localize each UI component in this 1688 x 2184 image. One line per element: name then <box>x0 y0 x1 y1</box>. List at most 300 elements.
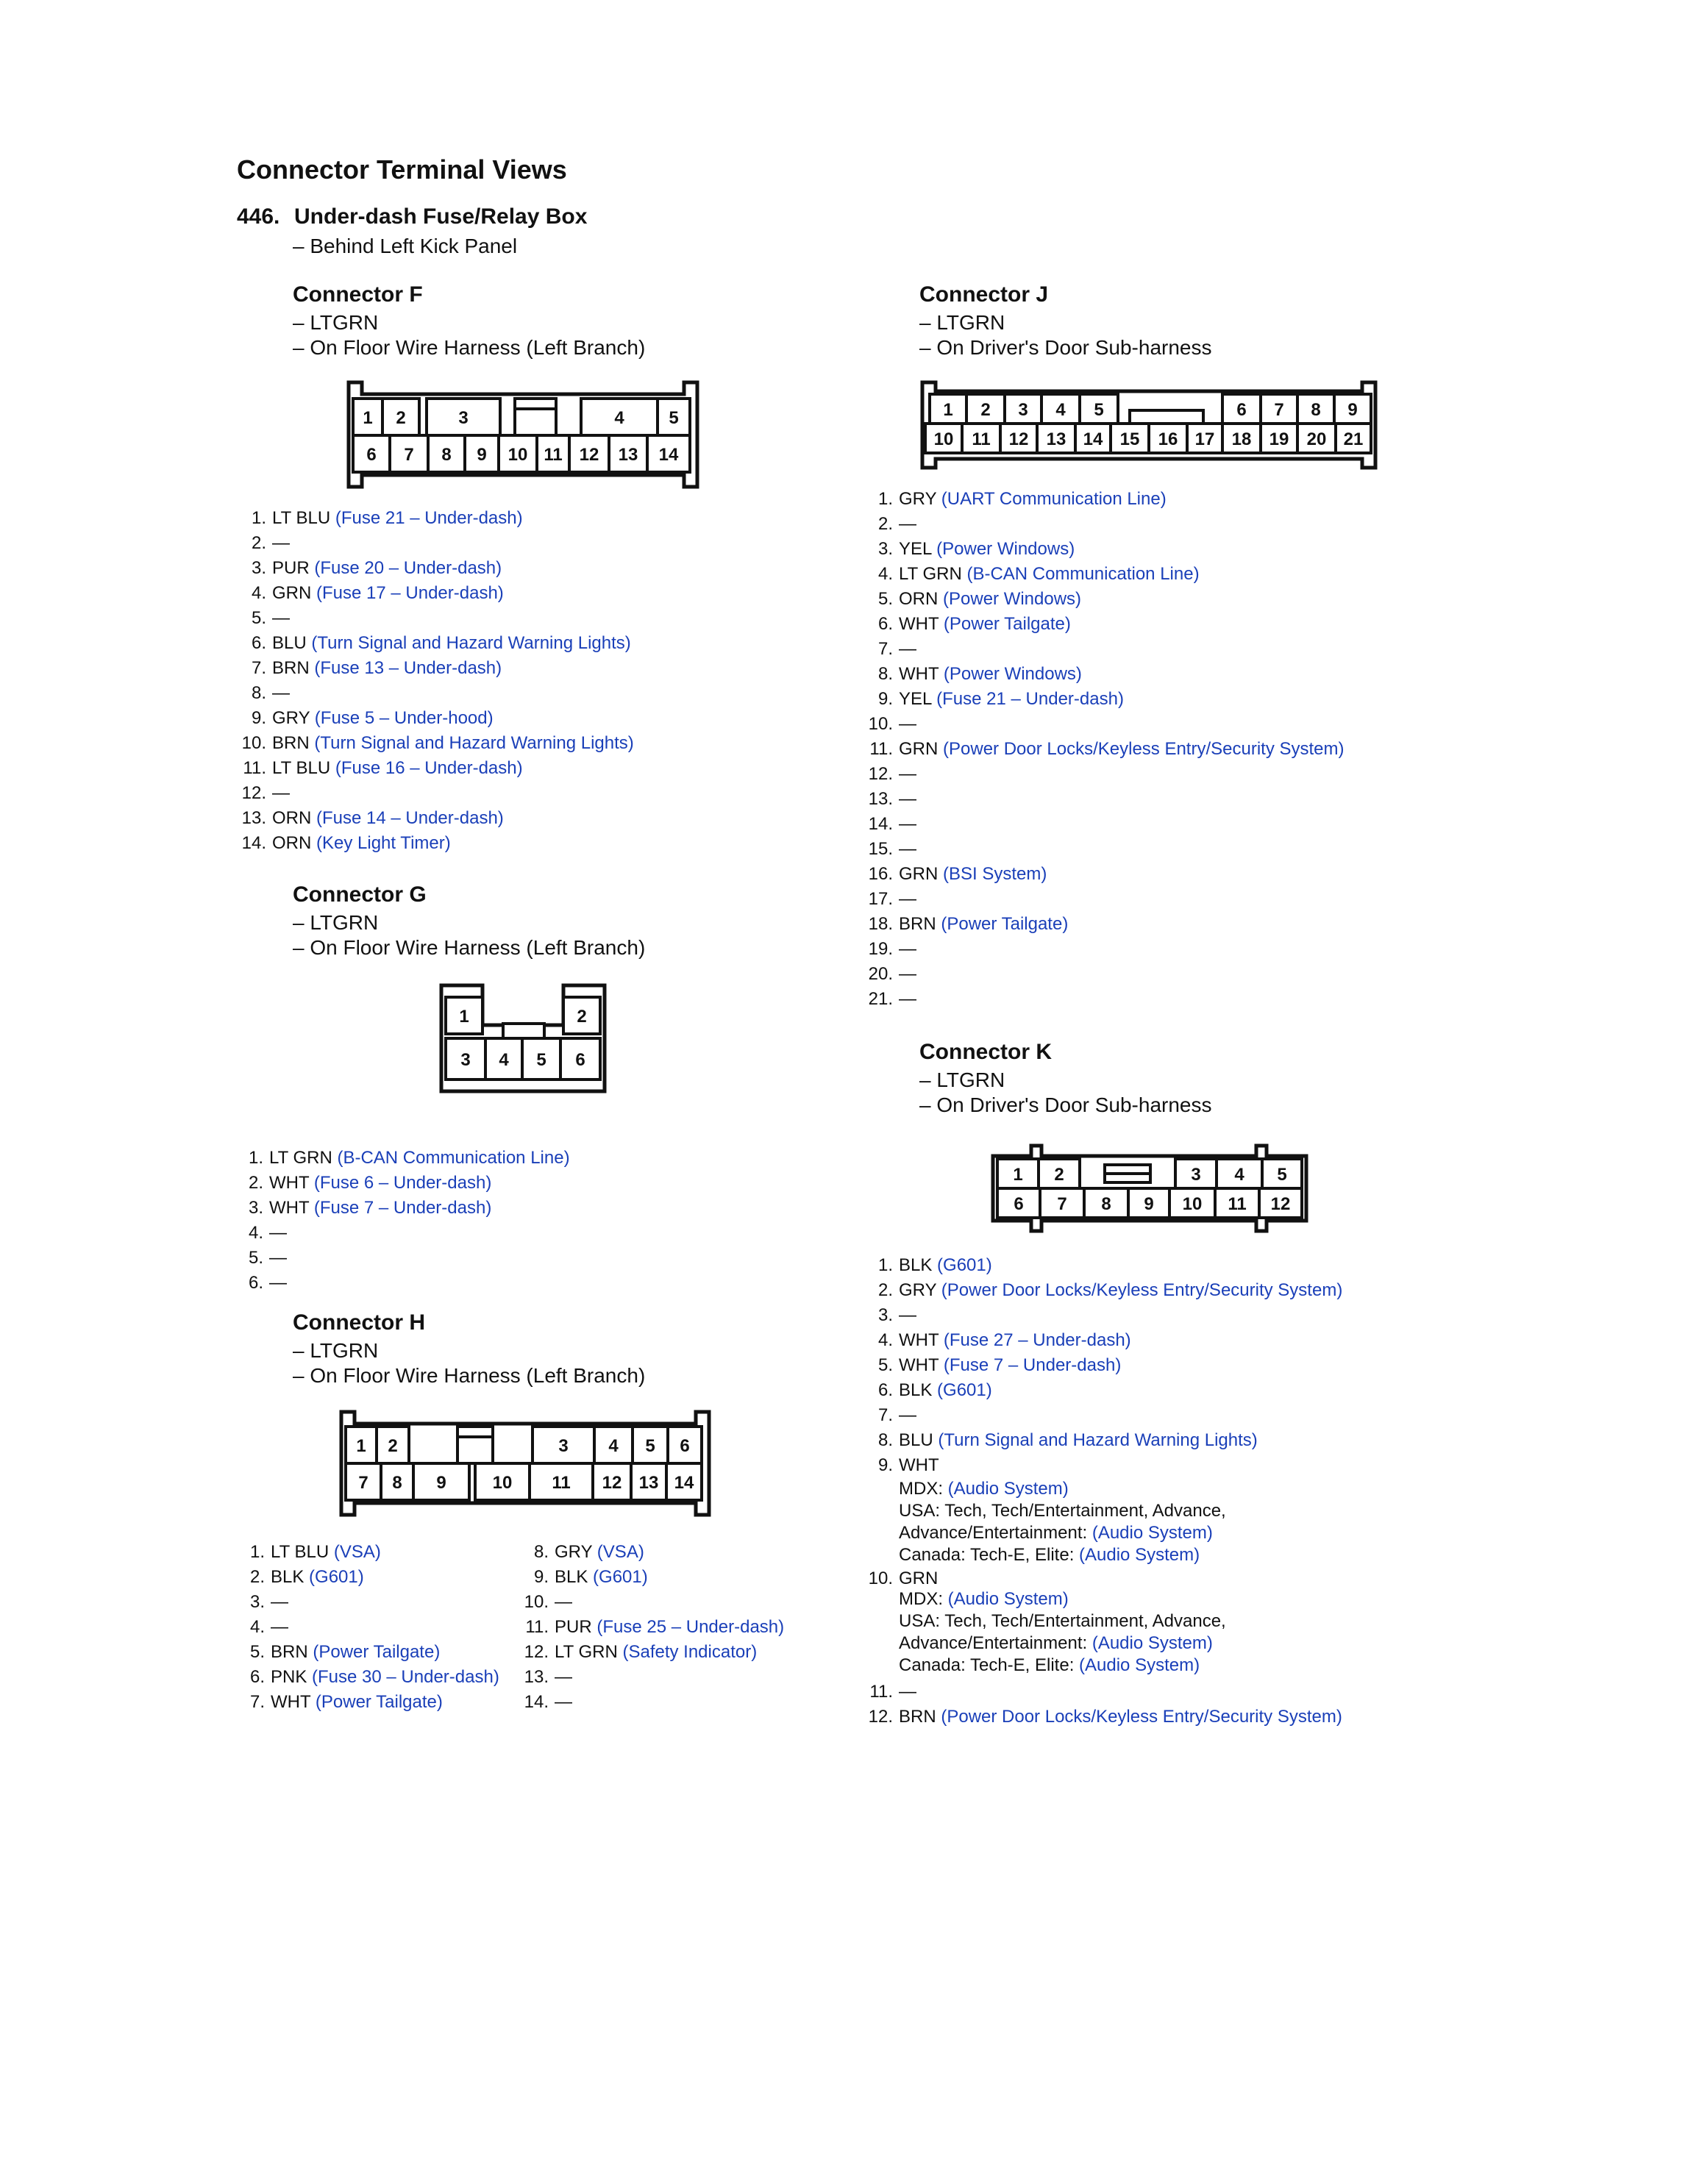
cavity-label: 5 <box>1094 400 1104 420</box>
wire-color: — <box>269 1248 287 1268</box>
pin-number: 7. <box>877 639 893 659</box>
pin-number: 16. <box>868 864 893 884</box>
pin-row <box>518 1690 572 1715</box>
cavity-label: 7 <box>404 445 414 465</box>
pin-subline <box>899 1544 1200 1566</box>
cavity-label: 6 <box>366 445 377 465</box>
pin-row <box>862 1253 992 1278</box>
circuit-name: (Audio System) <box>943 1589 1069 1609</box>
wire-color: — <box>899 989 916 1009</box>
cavity-label: 7 <box>1057 1194 1067 1214</box>
pin-number: 1. <box>877 1255 893 1275</box>
wire-color: GRN <box>899 1569 939 1588</box>
connector-g-color: – LTGRN <box>293 911 379 934</box>
wire-color: — <box>271 1617 288 1637</box>
pin-row <box>235 681 290 706</box>
pin-row <box>235 606 290 631</box>
circuit-name: (G601) <box>932 1380 992 1400</box>
wire-color: LT BLU <box>272 758 331 778</box>
pin-number: 20. <box>868 964 893 984</box>
pin-number: 14. <box>524 1692 549 1712</box>
subline-text: MDX: <box>899 1479 943 1499</box>
wire-color: PUR <box>272 558 310 578</box>
pin-row <box>234 1665 499 1690</box>
wire-color: GRN <box>899 864 939 884</box>
cavity-label: 11 <box>1228 1194 1247 1214</box>
pin-number: 1. <box>877 489 893 509</box>
subline-text: MDX: <box>899 1589 943 1609</box>
pin-number: 5. <box>877 589 893 609</box>
pin-row <box>862 1303 916 1328</box>
circuit-name: (Fuse 7 – Under-dash) <box>939 1355 1122 1375</box>
cavity-label: 10 <box>1182 1194 1203 1214</box>
cavity-label: 1 <box>943 400 953 420</box>
pin-number: 19. <box>868 939 893 959</box>
pin-number: 6. <box>877 1380 893 1400</box>
cavity-label: 6 <box>575 1050 585 1070</box>
cavity-label: 14 <box>658 445 679 465</box>
pin-row <box>235 756 523 781</box>
cavity-label: 11 <box>972 429 991 449</box>
pin-row <box>862 1328 1131 1353</box>
wire-color: ORN <box>272 808 312 828</box>
pin-number: 5. <box>877 1355 893 1375</box>
cavity-label: 3 <box>558 1436 569 1456</box>
pin-row <box>235 556 502 581</box>
circuit-name: (Power Door Locks/Keyless Entry/Security System) <box>936 1707 1342 1727</box>
wire-color: WHT <box>271 1692 311 1712</box>
pin-subline <box>899 1610 1226 1632</box>
pin-subline <box>899 1588 1069 1610</box>
circuit-name: (VSA) <box>329 1542 381 1562</box>
pin-row <box>234 1690 443 1715</box>
circuit-name: (Power Windows) <box>931 539 1075 559</box>
pin-row <box>862 1566 938 1591</box>
cavity-label: 17 <box>1194 429 1215 449</box>
pin-row <box>862 637 916 662</box>
pin-row <box>862 1353 1121 1378</box>
pin-row <box>862 987 916 1012</box>
cavity-label: 10 <box>492 1473 513 1493</box>
cavity-label: 5 <box>669 408 679 428</box>
pin-row <box>862 862 1047 887</box>
wire-color: BRN <box>272 733 310 753</box>
pin-number: 11. <box>243 758 266 778</box>
wire-color: GRN <box>272 583 312 603</box>
pin-row <box>232 1171 491 1196</box>
wire-color: GRY <box>272 708 310 728</box>
wire-color: — <box>899 1305 916 1325</box>
pin-number: 5. <box>249 1642 265 1662</box>
wire-color: — <box>899 764 916 784</box>
circuit-name: (Fuse 25 – Under-dash) <box>591 1617 785 1637</box>
wire-color: BLK <box>271 1567 305 1587</box>
circuit-name: (Fuse 13 – Under-dash) <box>309 658 502 678</box>
cavity-label: 11 <box>544 445 563 465</box>
pin-number: 13. <box>868 789 893 809</box>
cavity-label: 10 <box>508 445 528 465</box>
pin-number: 1. <box>251 508 266 528</box>
circuit-name: (Audio System) <box>1074 1545 1200 1565</box>
pin-row <box>862 1403 916 1428</box>
cavity-label: 9 <box>1144 1194 1154 1214</box>
wire-color: YEL <box>899 539 932 559</box>
cavity-label: 3 <box>1018 400 1028 420</box>
connector-h-location: – On Floor Wire Harness (Left Branch) <box>293 1364 646 1387</box>
circuit-name: (G601) <box>932 1255 992 1275</box>
connector-f-header <box>293 282 645 360</box>
cavity-label: 9 <box>436 1473 446 1493</box>
wire-color: BLK <box>555 1567 588 1587</box>
wire-color: — <box>899 814 916 834</box>
pin-number: 2. <box>248 1173 263 1193</box>
cavity-label: 5 <box>536 1050 546 1070</box>
pin-row <box>862 712 916 737</box>
cavity-label: 7 <box>358 1473 368 1493</box>
connector-f-diagram <box>346 379 702 490</box>
wire-color: LT BLU <box>272 508 331 528</box>
wire-color: GRY <box>555 1542 593 1562</box>
cavity-label: 2 <box>577 1007 587 1027</box>
subline-text: Canada: Tech-E, Elite: <box>899 1655 1075 1675</box>
pin-row <box>518 1590 572 1615</box>
pin-number: 17. <box>868 889 893 909</box>
pin-number: 3. <box>248 1198 263 1218</box>
pin-row <box>862 662 1082 687</box>
pin-number: 9. <box>877 1455 893 1475</box>
pin-number: 3. <box>877 1305 893 1325</box>
pin-number: 2. <box>251 533 266 553</box>
subline-text: USA: Tech, Tech/Entertainment, Advance, <box>899 1611 1226 1631</box>
pin-row <box>232 1271 287 1296</box>
pin-row <box>862 587 1081 612</box>
pin-subline <box>899 1655 1200 1677</box>
pin-number: 4. <box>251 583 266 603</box>
cavity-label: 4 <box>1234 1165 1244 1185</box>
circuit-name: (BSI System) <box>938 864 1047 884</box>
wire-color: — <box>272 533 290 553</box>
cavity-label: 6 <box>1014 1194 1024 1214</box>
pin-number: 4. <box>248 1223 263 1243</box>
connector-h-pin-list-left <box>234 1540 513 1724</box>
wire-color: LT GRN <box>899 564 962 584</box>
circuit-name: (Fuse 27 – Under-dash) <box>939 1330 1131 1350</box>
pin-row <box>862 1705 1342 1730</box>
circuit-name: (Audio System) <box>1087 1523 1213 1543</box>
pin-row <box>862 762 916 787</box>
item-subtitle: – Behind Left Kick Panel <box>293 235 518 257</box>
pin-number: 9. <box>533 1567 549 1587</box>
connector-g-diagram <box>438 982 609 1094</box>
cavity-label: 7 <box>1274 400 1284 420</box>
cavity-label: 13 <box>638 1473 659 1493</box>
pin-row <box>232 1246 287 1271</box>
connector-g-pin-list <box>232 1146 674 1300</box>
pin-number: 12. <box>524 1642 549 1662</box>
pin-row <box>862 1378 992 1403</box>
wire-color: — <box>899 839 916 859</box>
pin-number: 7. <box>251 658 266 678</box>
pin-subline <box>899 1478 1069 1500</box>
wire-color: WHT <box>899 1330 939 1350</box>
wire-color: — <box>899 639 916 659</box>
pin-row <box>518 1640 757 1665</box>
cavity-label: 3 <box>458 408 469 428</box>
pin-number: 5. <box>251 608 266 628</box>
cavity-label: 6 <box>1236 400 1247 420</box>
pin-row <box>862 937 916 962</box>
circuit-name: (Fuse 6 – Under-dash) <box>309 1173 492 1193</box>
circuit-name: (G601) <box>304 1567 364 1587</box>
cavity-label: 3 <box>460 1050 471 1070</box>
wire-color: — <box>899 789 916 809</box>
wire-color: GRN <box>899 739 939 759</box>
cavity-label: 8 <box>392 1473 402 1493</box>
pin-number: 10. <box>524 1592 549 1612</box>
cavity-label: 12 <box>1270 1194 1291 1214</box>
pin-subline <box>899 1522 1213 1544</box>
cavity-label: 20 <box>1306 429 1327 449</box>
circuit-name: (B-CAN Communication Line) <box>961 564 1200 584</box>
pin-row <box>862 787 916 812</box>
pin-number: 12. <box>241 783 266 803</box>
pin-row <box>862 837 916 862</box>
pin-subline <box>899 1500 1226 1522</box>
connector-f-location: – On Floor Wire Harness (Left Branch) <box>293 336 646 359</box>
circuit-name: (Turn Signal and Hazard Warning Lights) <box>306 633 631 653</box>
cavity-label: 11 <box>552 1473 571 1493</box>
cavity-label: 12 <box>1008 429 1029 449</box>
wire-color: WHT <box>899 664 939 684</box>
pin-row <box>862 962 916 987</box>
wire-color: — <box>272 683 290 703</box>
cavity-label: 8 <box>441 445 452 465</box>
pin-number: 21. <box>868 989 893 1009</box>
connector-g-header <box>293 882 645 960</box>
cavity-label: 2 <box>388 1436 398 1456</box>
pin-number: 13. <box>524 1667 549 1687</box>
cavity-label: 8 <box>1311 400 1321 420</box>
wire-color: — <box>899 714 916 734</box>
cavity-label: 13 <box>1046 429 1066 449</box>
pin-row <box>235 506 523 531</box>
wire-color: WHT <box>899 1455 939 1475</box>
pin-number: 1. <box>248 1148 263 1168</box>
wire-color: WHT <box>269 1198 310 1218</box>
wire-color: — <box>899 1405 916 1425</box>
wire-color: BRN <box>899 914 936 934</box>
pin-row <box>862 562 1200 587</box>
pin-row <box>862 687 1124 712</box>
cavity-label: 9 <box>477 445 487 465</box>
wire-color: — <box>269 1273 287 1293</box>
connector-g-title: Connector G <box>293 882 427 907</box>
cavity-label: 19 <box>1269 429 1289 449</box>
wire-color: PUR <box>555 1617 592 1637</box>
cavity-label: 14 <box>674 1473 694 1493</box>
connector-k-diagram <box>990 1138 1311 1237</box>
cavity-label: 1 <box>1013 1165 1023 1185</box>
cavity-label: 5 <box>645 1436 655 1456</box>
wire-color: YEL <box>899 689 932 709</box>
subline-text: USA: Tech, Tech/Entertainment, Advance, <box>899 1501 1226 1521</box>
pin-row <box>234 1590 288 1615</box>
connector-f-color: – LTGRN <box>293 311 379 334</box>
circuit-name: (Fuse 30 – Under-dash) <box>307 1667 499 1687</box>
pin-number: 13. <box>241 808 266 828</box>
circuit-name: (Fuse 7 – Under-dash) <box>309 1198 492 1218</box>
wire-color: — <box>272 783 290 803</box>
item-number: 446. <box>237 204 280 229</box>
wire-color: — <box>899 514 916 534</box>
pin-subline <box>899 1632 1213 1655</box>
wire-color: — <box>555 1592 572 1612</box>
connector-g-location: – On Floor Wire Harness (Left Branch) <box>293 936 646 959</box>
connector-k-header <box>919 1040 1212 1118</box>
pin-number: 5. <box>248 1248 263 1268</box>
pin-number: 8. <box>877 664 893 684</box>
cavity-label: 1 <box>459 1007 469 1027</box>
wire-color: BLK <box>899 1380 933 1400</box>
circuit-name: (Power Windows) <box>938 589 1082 609</box>
pin-number: 11. <box>869 1682 893 1702</box>
cavity-label: 12 <box>602 1473 622 1493</box>
connector-j-header <box>919 282 1212 360</box>
pin-row <box>862 887 916 912</box>
pin-number: 1. <box>249 1542 265 1562</box>
circuit-name: (Power Tailgate) <box>939 614 1071 634</box>
item-title: Under-dash Fuse/Relay Box <box>294 204 588 229</box>
pin-row <box>235 781 290 806</box>
cavity-label: 18 <box>1231 429 1252 449</box>
pin-row <box>518 1665 572 1690</box>
pin-number: 10. <box>868 1569 893 1588</box>
cavity-label: 10 <box>933 429 954 449</box>
circuit-name: (Turn Signal and Hazard Warning Lights) <box>309 733 634 753</box>
pin-number: 14. <box>241 833 266 853</box>
pin-number: 15. <box>868 839 893 859</box>
pin-number: 9. <box>251 708 266 728</box>
pin-number: 3. <box>249 1592 265 1612</box>
wire-color: WHT <box>269 1173 310 1193</box>
subline-text: Advance/Entertainment: <box>899 1633 1088 1653</box>
wire-color: LT GRN <box>269 1148 332 1168</box>
cavity-label: 1 <box>356 1436 366 1456</box>
circuit-name: (Audio System) <box>1074 1655 1200 1675</box>
pin-row <box>232 1221 287 1246</box>
pin-number: 7. <box>877 1405 893 1425</box>
connector-h-pin-list-right <box>518 1540 827 1724</box>
circuit-name: (VSA) <box>592 1542 644 1562</box>
wire-color: LT BLU <box>271 1542 330 1562</box>
connector-k-title: Connector K <box>919 1040 1052 1064</box>
pin-row <box>235 631 631 656</box>
cavity-label: 16 <box>1158 429 1178 449</box>
cavity-label: 4 <box>608 1436 619 1456</box>
pin-number: 10. <box>241 733 266 753</box>
cavity-label: 21 <box>1343 429 1364 449</box>
pin-number: 4. <box>877 564 893 584</box>
cavity-label: 9 <box>1347 400 1358 420</box>
pin-number: 8. <box>877 1430 893 1450</box>
pin-row <box>232 1146 570 1171</box>
pin-number: 2. <box>877 1280 893 1300</box>
subline-text: Canada: Tech-E, Elite: <box>899 1545 1075 1565</box>
pin-row <box>862 812 916 837</box>
wire-color: — <box>271 1592 288 1612</box>
cavity-label: 4 <box>499 1050 509 1070</box>
pin-number: 6. <box>248 1273 263 1293</box>
pin-row <box>862 1278 1342 1303</box>
connector-j-location: – On Driver's Door Sub-harness <box>919 336 1212 359</box>
circuit-name: (Fuse 5 – Under-hood) <box>310 708 494 728</box>
pin-number: 2. <box>249 1567 265 1587</box>
circuit-name: (Fuse 21 – Under-dash) <box>330 508 523 528</box>
wire-color: — <box>269 1223 287 1243</box>
circuit-name: (Safety Indicator) <box>617 1642 758 1662</box>
cavity-label: 13 <box>618 445 638 465</box>
pin-row <box>518 1565 648 1590</box>
circuit-name: (Power Door Locks/Keyless Entry/Security System) <box>938 739 1345 759</box>
pin-row <box>862 912 1068 937</box>
connector-h-header <box>293 1310 645 1388</box>
circuit-name: (G601) <box>588 1567 648 1587</box>
pin-row <box>862 1680 916 1705</box>
wire-color: — <box>272 608 290 628</box>
pin-row <box>862 737 1345 762</box>
cavity-label: 2 <box>396 408 406 428</box>
circuit-name: (Power Windows) <box>939 664 1082 684</box>
wire-color: — <box>899 1682 916 1702</box>
pin-row <box>862 612 1071 637</box>
circuit-name: (Key Light Timer) <box>311 833 451 853</box>
pin-row <box>862 512 916 537</box>
pin-row <box>862 1428 1258 1453</box>
pin-row <box>862 1453 939 1478</box>
pin-number: 14. <box>868 814 893 834</box>
circuit-name: (Power Tailgate) <box>936 914 1069 934</box>
connector-k-color: – LTGRN <box>919 1068 1005 1091</box>
pin-row <box>235 706 494 731</box>
pin-number: 10. <box>868 714 893 734</box>
circuit-name: (Fuse 20 – Under-dash) <box>309 558 502 578</box>
cavity-label: 8 <box>1101 1194 1111 1214</box>
cavity-label: 14 <box>1083 429 1103 449</box>
pin-number: 4. <box>877 1330 893 1350</box>
cavity-label: 1 <box>363 408 373 428</box>
pin-number: 18. <box>868 914 893 934</box>
circuit-name: (Power Door Locks/Keyless Entry/Security System) <box>936 1280 1343 1300</box>
circuit-name: (Power Tailgate) <box>310 1692 443 1712</box>
cavity-label: 15 <box>1119 429 1140 449</box>
connector-h-title: Connector H <box>293 1310 425 1335</box>
pin-row <box>862 537 1075 562</box>
pin-number: 8. <box>533 1542 549 1562</box>
wire-color: — <box>899 964 916 984</box>
pin-number: 6. <box>251 633 266 653</box>
pin-number: 6. <box>249 1667 265 1687</box>
wire-color: — <box>555 1667 572 1687</box>
pin-row <box>235 731 634 756</box>
pin-row <box>234 1565 364 1590</box>
connector-f-title: Connector F <box>293 282 423 307</box>
pin-number: 11. <box>525 1617 549 1637</box>
pin-number: 12. <box>868 764 893 784</box>
connector-j-title: Connector J <box>919 282 1049 307</box>
cavity-label: 3 <box>1191 1165 1201 1185</box>
pin-row <box>518 1615 784 1640</box>
circuit-name: (UART Communication Line) <box>936 489 1167 509</box>
